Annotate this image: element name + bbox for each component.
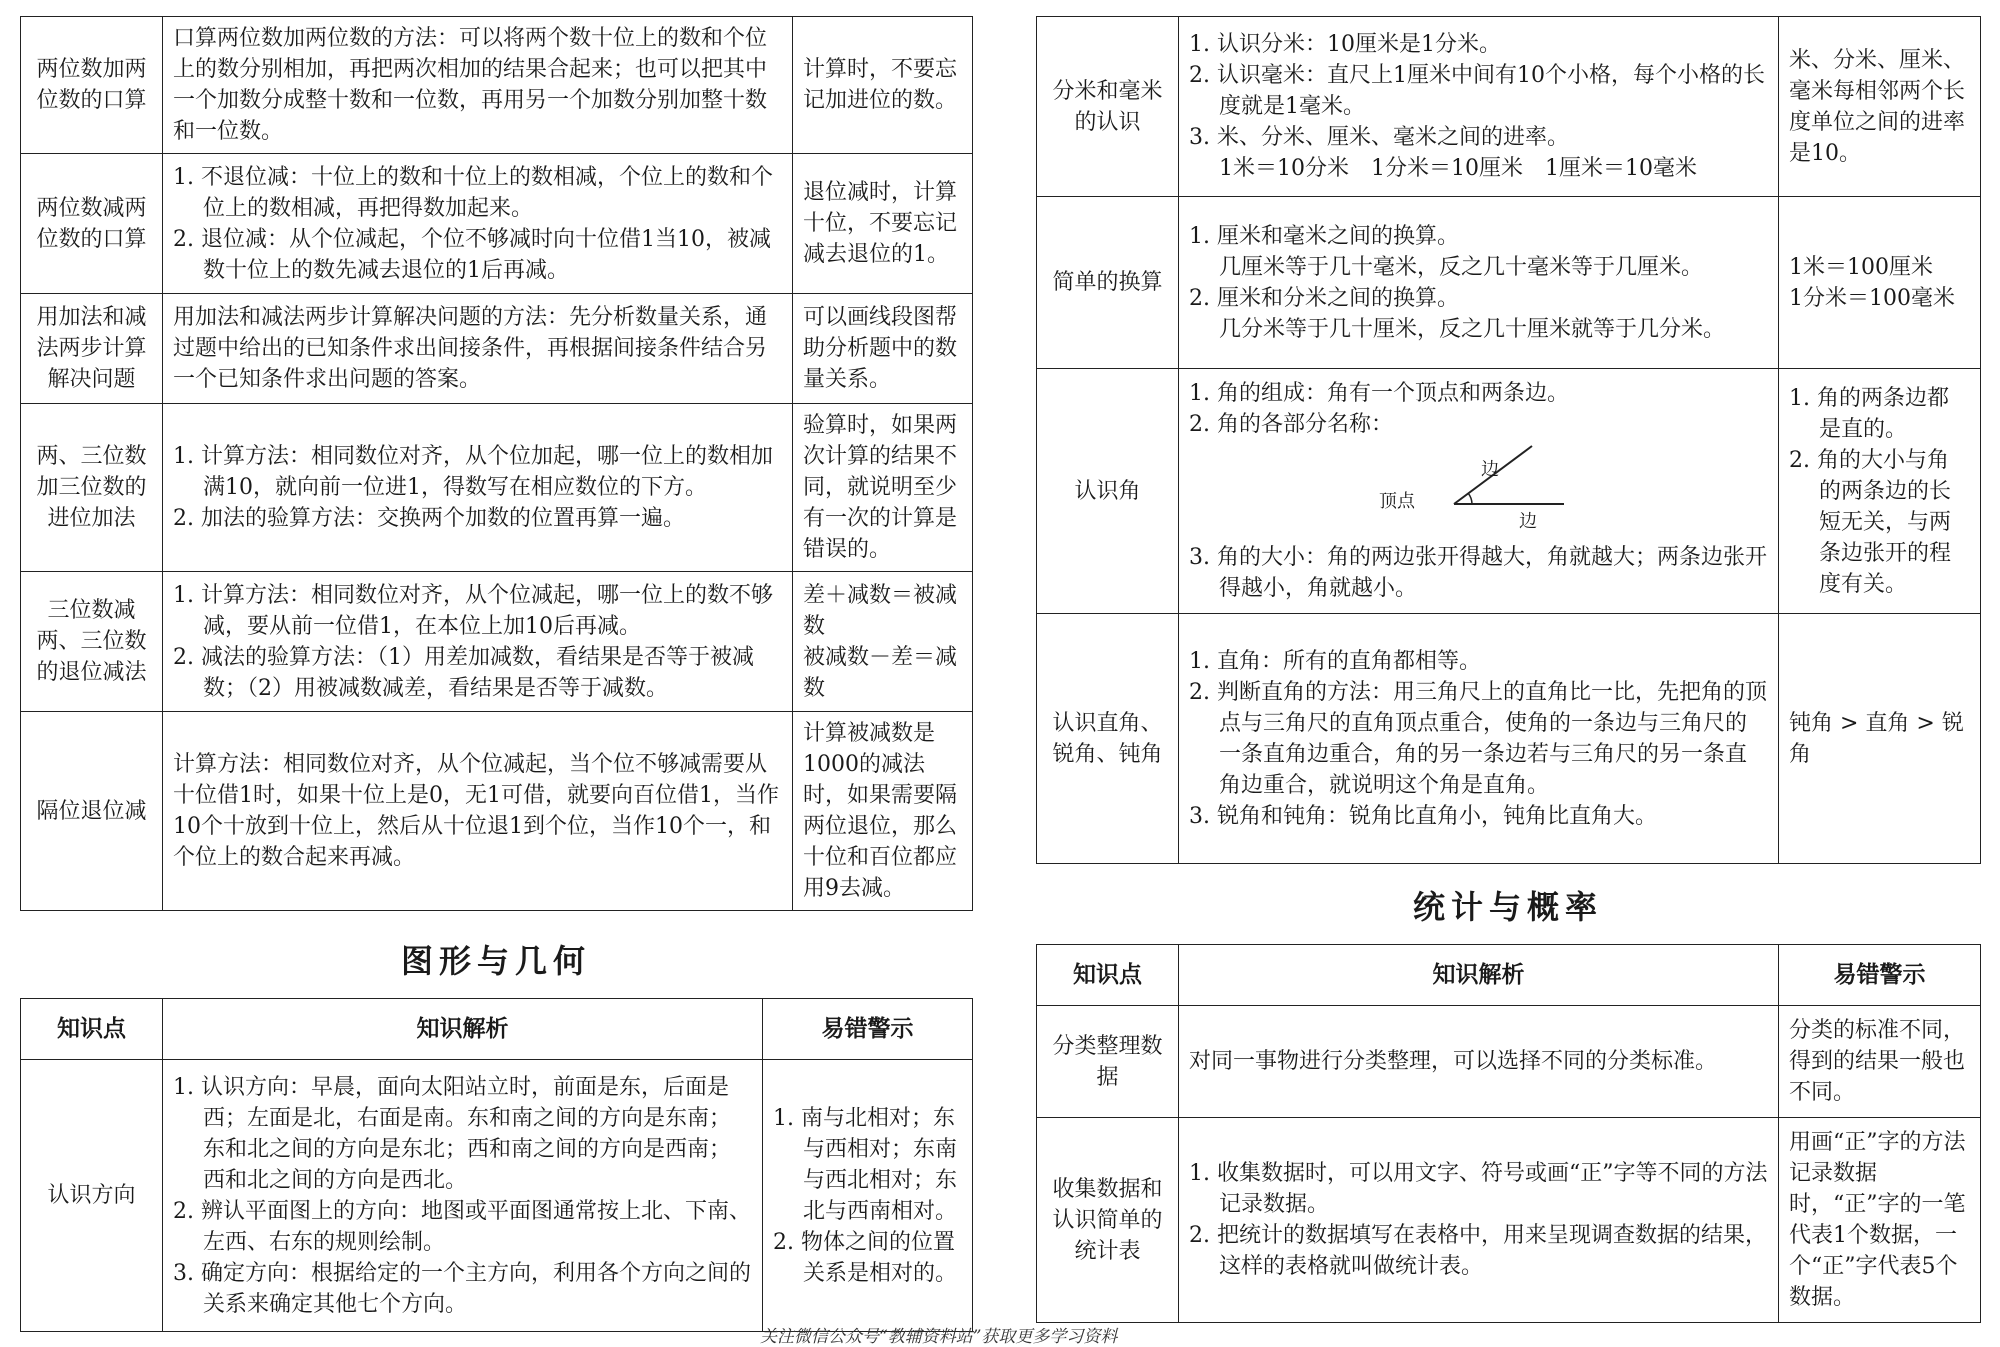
warning-cell: 用画“正”字的方法记录数据时，“正”字的一笔代表1个数据，一个“正”字代表5个数据。 bbox=[1779, 1118, 1981, 1323]
topic-cell: 认识角 bbox=[1037, 369, 1179, 614]
warning-cell: 1. 南与北相对；东与西相对；东南与西北相对；东北与西南相对。 2. 物体之间的位置关系是相对的。 bbox=[763, 1060, 973, 1332]
table-row bbox=[21, 1060, 973, 1332]
header-analysis: 知识解析 bbox=[1179, 945, 1779, 1006]
analysis-cell: 口算两位数加两位数的方法：可以将两个数十位上的数和个位上的数分别相加，再把两次相加的结果合起来；也可以把其中一个加数分成整十数和一位数，再用另一个加数分别加整十数和一位数。 bbox=[163, 17, 793, 154]
table-row bbox=[21, 17, 973, 154]
warning-cell: 差＋减数＝被减数 被减数－差＝减数 bbox=[793, 572, 973, 712]
number-operations-table bbox=[20, 16, 973, 911]
warning-cell: 计算时，不要忘记加进位的数。 bbox=[793, 17, 973, 154]
analysis-cell: 1. 收集数据时，可以用文字、符号或画“正”字等不同的方法记录数据。 2. 把统计的数据填写在表格中，用来呈现调查数据的结果，这样的表格就叫做统计表。 bbox=[1179, 1118, 1779, 1323]
analysis-cell: 计算方法：相同数位对齐，从个位减起，当个位不够减需要从十位借1时，如果十位上是0，无1可借，就要向百位借1，当作10个十放到十位上，然后从十位退1到个位，当作10个一，和个位上的数合起来再减。 bbox=[163, 712, 793, 911]
vertex-label: 顶点 bbox=[1379, 491, 1415, 512]
footer-note: 关注微信公众号“教辅资料站”获取更多学习资料 bbox=[760, 1327, 1118, 1347]
warning-cell: 退位减时，计算十位，不要忘记减去退位的1。 bbox=[793, 154, 973, 294]
analysis-cell: 1. 角的组成：角有一个顶点和两条边。 2. 角的各部分名称： 顶点 边 边 3. 角的大小：角的两边张开得越大，角就越大；两条边张开得越小，角就越小。 bbox=[1179, 369, 1779, 614]
warning-cell: 分类的标准不同，得到的结果一般也不同。 bbox=[1779, 1006, 1981, 1118]
topic-cell: 认识直角、锐角、钝角 bbox=[1037, 614, 1179, 864]
topic-cell: 简单的换算 bbox=[1037, 197, 1179, 369]
analysis-cell: 1. 计算方法：相同数位对齐，从个位减起，哪一位上的数不够减，要从前一位借1，在本位上加10后再减。 2. 减法的验算方法：（1）用差加减数，看结果是否等于被减数；（2）用被减数减差，看结果是否等于减数。 bbox=[163, 572, 793, 712]
table-row bbox=[21, 572, 973, 712]
statistics-section-title: 统计与概率 bbox=[1412, 888, 1603, 926]
table-row bbox=[1037, 17, 1981, 197]
table-row bbox=[1037, 614, 1981, 864]
table-row bbox=[1037, 197, 1981, 369]
topic-cell: 三位数减两、三位数的退位减法 bbox=[21, 572, 163, 712]
top-side-label: 边 bbox=[1481, 459, 1499, 480]
analysis-cell: 1. 认识方向：早晨，面向太阳站立时，前面是东，后面是西；左面是北，右面是南。东和南之间的方向是东南；东和北之间的方向是东北；西和南之间的方向是西南；西和北之间的方向是西北。 2. 辨认平面图上的方向：地图或平面图通常按上北、下南、左西、右东的规则绘制。 3. 确定方向：根据给定的一个主方向，利用各个方向之间的关系来确定其他七个方向。 bbox=[163, 1060, 763, 1332]
table-header-row bbox=[1037, 945, 1981, 1006]
table-row bbox=[21, 294, 973, 404]
table-row bbox=[1037, 369, 1981, 614]
topic-cell: 收集数据和认识简单的统计表 bbox=[1037, 1118, 1179, 1323]
topic-cell: 两、三位数加三位数的进位加法 bbox=[21, 404, 163, 572]
warning-cell: 1. 角的两条边都是直的。 2. 角的大小与角的两条边的长短无关，与两条边张开的程度有关。 bbox=[1779, 369, 1981, 614]
table-row bbox=[21, 404, 973, 572]
topic-cell: 分米和毫米的认识 bbox=[1037, 17, 1179, 197]
warning-cell: 计算被减数是1000的减法时，如果需要隔两位退位，那么十位和百位都应用9去减。 bbox=[793, 712, 973, 911]
table-row bbox=[1037, 1006, 1981, 1118]
table-row bbox=[21, 712, 973, 911]
header-analysis: 知识解析 bbox=[163, 999, 763, 1060]
geometry-table bbox=[20, 998, 973, 1332]
warning-cell: 钝角 > 直角 > 锐角 bbox=[1779, 614, 1981, 864]
table-header-row bbox=[21, 999, 973, 1060]
topic-cell: 用加法和减法两步计算解决问题 bbox=[21, 294, 163, 404]
topic-cell: 分类整理数据 bbox=[1037, 1006, 1179, 1118]
warning-cell: 验算时，如果两次计算的结果不同，就说明至少有一次的计算是错误的。 bbox=[793, 404, 973, 572]
header-warning: 易错警示 bbox=[1779, 945, 1981, 1006]
header-warning: 易错警示 bbox=[763, 999, 973, 1060]
table-row bbox=[21, 154, 973, 294]
angle-figure bbox=[1414, 442, 1614, 538]
analysis-cell: 1. 不退位减：十位上的数和十位上的数相减，个位上的数和个位上的数相减，再把得数加起来。 2. 退位减：从个位减起，个位不够减时向十位借1当10，被减数十位上的数先减去退位的1后再减。 bbox=[163, 154, 793, 294]
geometry-section-title: 图形与几何 bbox=[400, 942, 591, 980]
topic-cell: 认识方向 bbox=[21, 1060, 163, 1332]
topic-cell: 两位数加两位数的口算 bbox=[21, 17, 163, 154]
table-row bbox=[1037, 1118, 1981, 1323]
analysis-cell: 1. 直角：所有的直角都相等。 2. 判断直角的方法：用三角尺上的直角比一比，先把角的顶点与三角尺的直角顶点重合，使角的一条边与三角尺的一条直角边重合，角的另一条边若与三角尺的另一条直角边重合，就说明这个角是直角。 3. 锐角和钝角：锐角比直角小，钝角比直角大。 bbox=[1179, 614, 1779, 864]
header-topic: 知识点 bbox=[1037, 945, 1179, 1006]
header-topic: 知识点 bbox=[21, 999, 163, 1060]
analysis-cell: 用加法和减法两步计算解决问题的方法：先分析数量关系，通过题中给出的已知条件求出间接条件，再根据间接条件结合另一个已知条件求出问题的答案。 bbox=[163, 294, 793, 404]
measurement-table bbox=[1036, 16, 1981, 864]
warning-cell: 米、分米、厘米、毫米每相邻两个长度单位之间的进率是10。 bbox=[1779, 17, 1981, 197]
analysis-cell: 1. 计算方法：相同数位对齐，从个位加起，哪一位上的数相加满10，就向前一位进1，得数写在相应数位的下方。 2. 加法的验算方法：交换两个加数的位置再算一遍。 bbox=[163, 404, 793, 572]
warning-cell: 1米＝100厘米 1分米＝100毫米 bbox=[1779, 197, 1981, 369]
bottom-side-label: 边 bbox=[1519, 511, 1537, 532]
angle-diagram bbox=[1189, 442, 1768, 538]
analysis-cell: 1. 厘米和毫米之间的换算。 几厘米等于几十毫米，反之几十毫米等于几厘米。 2. 厘米和分米之间的换算。 几分米等于几十厘米，反之几十厘米就等于几分米。 bbox=[1179, 197, 1779, 369]
analysis-cell: 对同一事物进行分类整理，可以选择不同的分类标准。 bbox=[1179, 1006, 1779, 1118]
statistics-table bbox=[1036, 944, 1981, 1323]
analysis-cell: 1. 认识分米：10厘米是1分米。 2. 认识毫米：直尺上1厘米中间有10个小格，每个小格的长度就是1毫米。 3. 米、分米、厘米、毫米之间的进率。 1米＝10分米 1分米＝10厘米 1厘米＝10毫米 bbox=[1179, 17, 1779, 197]
angle-arc bbox=[1468, 493, 1472, 504]
warning-cell: 可以画线段图帮助分析题中的数量关系。 bbox=[793, 294, 973, 404]
topic-cell: 两位数减两位数的口算 bbox=[21, 154, 163, 294]
topic-cell: 隔位退位减 bbox=[21, 712, 163, 911]
